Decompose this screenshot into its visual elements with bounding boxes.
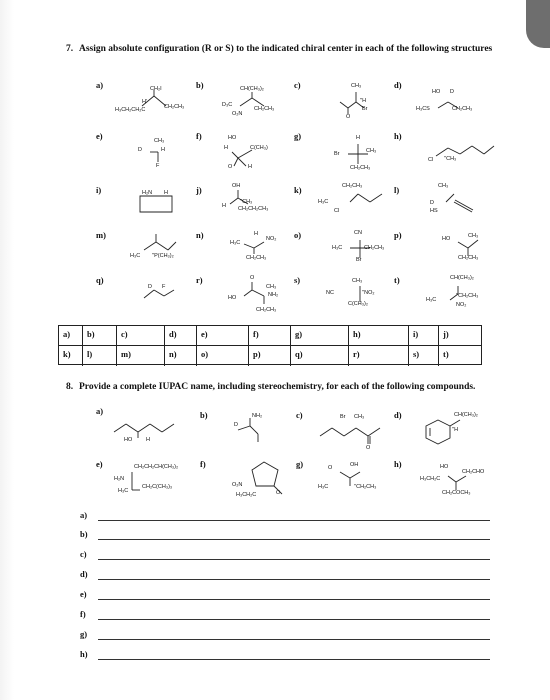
chem-label: C(CH₃)₂ — [348, 301, 368, 307]
structure-7e-bonds — [140, 142, 180, 172]
chem-label: CH₂CHO — [462, 469, 485, 475]
chem-label: C(CH₃) — [250, 145, 268, 151]
q8-label-h: h) — [394, 459, 402, 469]
chem-label: H — [224, 145, 228, 151]
q7-label-c: c) — [294, 80, 301, 90]
answer-rule — [98, 539, 490, 540]
chem-label: CH₃ — [438, 183, 449, 189]
q7-label-p: p) — [394, 230, 402, 240]
chem-label: O — [366, 445, 371, 451]
chem-label: Br — [362, 106, 368, 112]
chem-label: HO — [124, 437, 133, 443]
chem-label: CH₂I — [150, 86, 162, 92]
structure-8d-bonds — [420, 416, 470, 450]
chem-label: NO₂ — [266, 236, 277, 242]
answer-table — [58, 325, 482, 365]
q7-label-d: d) — [394, 80, 402, 90]
structure-7l-bonds — [438, 188, 478, 218]
chem-label: D — [430, 200, 434, 206]
chem-label: ''NO₂ — [362, 290, 375, 296]
q7-label-i: i) — [96, 185, 102, 195]
chem-label: H₃CH₂C — [420, 476, 441, 482]
q7-label-t: t) — [394, 275, 400, 285]
answer-line-label: f) — [80, 609, 86, 619]
q8-label-f: f) — [200, 459, 206, 469]
answer-cell-g[interactable]: g) — [291, 326, 349, 346]
structure-8b-bonds — [226, 416, 282, 448]
q7-label-h: h) — [394, 131, 402, 141]
chem-label: H₃C — [230, 240, 241, 246]
chem-label: OH — [232, 183, 241, 189]
answer-line-c[interactable] — [80, 549, 490, 561]
chem-label: D — [234, 422, 238, 428]
q7-label-a: a) — [96, 80, 104, 90]
answer-rule — [98, 599, 490, 600]
answer-cell-h[interactable]: h) — [349, 326, 409, 346]
chem-label: H₃CH₂C — [236, 492, 257, 498]
chem-label: H₂N — [114, 476, 125, 482]
structure-7c-bonds — [336, 88, 380, 120]
chem-label: CH₃ — [351, 83, 362, 89]
answer-line-label: a) — [80, 510, 88, 520]
answer-line-e[interactable] — [80, 589, 490, 601]
chem-label: ''CH₂CH₃ — [456, 293, 479, 299]
chem-label: H — [161, 147, 165, 153]
answer-line-label: e) — [80, 589, 87, 599]
answer-cell-t[interactable]: t) — [443, 349, 449, 359]
answer-line-label: h) — [80, 649, 88, 659]
chem-label: HO — [442, 236, 451, 242]
chem-label: NC — [326, 290, 334, 296]
chem-label: H₃C — [318, 199, 329, 205]
answer-line-d[interactable] — [80, 569, 490, 581]
chem-label: HO — [228, 295, 237, 301]
chem-label: O — [250, 275, 255, 281]
chem-label: CH(CH₃)₂ — [240, 86, 264, 92]
answer-rule — [98, 659, 490, 660]
chem-label: H' — [142, 99, 148, 105]
q7-label-k: k) — [294, 185, 302, 195]
chem-label: CH₃ — [352, 278, 363, 284]
answer-line-f[interactable] — [80, 609, 490, 621]
answer-cell-c[interactable]: c) — [117, 326, 165, 346]
answer-line-h[interactable] — [80, 649, 490, 661]
chem-label: H₂N — [142, 190, 153, 196]
chem-label: Br — [356, 257, 362, 263]
q7-label-o: o) — [294, 230, 302, 240]
answer-cell-i[interactable]: i) — [409, 326, 439, 346]
chem-label: CH₂CH₃ — [458, 255, 479, 261]
q7-label-q: q) — [96, 275, 104, 285]
chem-label: ''CH₂CH₃ — [354, 484, 377, 490]
structure-7i-bonds — [134, 190, 178, 220]
chem-label: CH₂CH₂CH(CH₃)₂ — [134, 464, 179, 470]
chem-label: H — [356, 135, 360, 141]
answer-rule — [98, 639, 490, 640]
chem-label: CH(CH₃)₂ — [450, 275, 474, 281]
answer-cell-l[interactable]: l) — [83, 346, 117, 366]
chem-label: ''H — [360, 98, 367, 104]
structure-7r-bonds — [238, 280, 286, 308]
q7-label-n: n) — [196, 230, 204, 240]
answer-cell-r[interactable]: r) — [349, 346, 409, 366]
chem-label: D₃C — [222, 102, 233, 108]
chem-label: CH₃ — [366, 148, 377, 154]
answer-cell-s[interactable]: s) — [409, 346, 439, 366]
chem-label: H — [248, 164, 252, 170]
chem-label: CH₂CH₃ — [342, 183, 363, 189]
chem-label: CH₂CH₃ — [364, 245, 385, 251]
chem-label: NH₂ — [252, 413, 263, 419]
chem-label: O — [276, 490, 281, 496]
q7-label-f: f) — [196, 131, 202, 141]
chem-label: Br — [334, 151, 340, 157]
chem-label: D — [138, 147, 142, 153]
chem-label: CH₂COCH₃ — [442, 490, 471, 496]
chem-label: OH — [350, 462, 359, 468]
structure-8c-bonds — [316, 418, 396, 448]
answer-cell-p[interactable]: p) — [249, 346, 291, 366]
chem-label: ''CH₃ — [240, 199, 253, 205]
question-7-number: 7. — [66, 44, 74, 54]
q7-label-m: m) — [96, 230, 106, 240]
chem-label: H₃CS — [416, 106, 430, 112]
chem-label: CH(CH₃)₂ — [454, 412, 478, 418]
q8-label-a: a) — [96, 406, 104, 416]
chem-label: F — [162, 284, 166, 290]
answer-line-b[interactable] — [80, 529, 490, 541]
answer-line-label: d) — [80, 569, 88, 579]
chem-label: CH₃ — [154, 138, 165, 144]
corner-handle — [526, 0, 550, 48]
chem-label: H — [254, 231, 258, 237]
chem-label: CH₃ — [266, 284, 277, 290]
answer-cell-j[interactable]: j) — [439, 326, 481, 346]
structure-7a-bonds — [110, 88, 190, 118]
chem-label: H₃C — [426, 297, 437, 303]
chem-label: CH₂C(CH₃)₃ — [142, 484, 173, 490]
chem-label: O₂N — [232, 482, 243, 488]
chem-label: Cl — [334, 208, 340, 214]
chem-label: ''CH₃ — [444, 156, 457, 162]
answer-line-a[interactable] — [80, 510, 490, 522]
answer-line-label: c) — [80, 549, 87, 559]
chem-label: H₃C — [332, 245, 343, 251]
answer-cell-k[interactable]: k) — [59, 346, 83, 366]
chem-label: H₃C — [118, 488, 129, 494]
question-8-number: 8. — [66, 382, 74, 392]
chem-label: NO₂ — [456, 302, 467, 308]
chem-label: CH₃ — [354, 414, 365, 420]
chem-label: O — [346, 114, 351, 120]
q8-label-g: g) — [296, 459, 304, 469]
q7-label-e: e) — [96, 131, 103, 141]
structure-7k-bonds — [334, 188, 390, 216]
chem-label: D — [450, 89, 454, 95]
chem-label: H — [146, 437, 150, 443]
q7-label-j: j) — [196, 185, 202, 195]
chem-label: O — [228, 164, 233, 170]
chem-label: HO — [440, 464, 449, 470]
answer-cell-f[interactable]: f) — [249, 326, 291, 346]
answer-cell-b[interactable]: b) — [83, 326, 117, 346]
chem-label: H — [164, 190, 168, 196]
chem-label: CH₂CH₃ — [254, 106, 275, 112]
chem-label: HO — [432, 89, 441, 95]
answer-cell-n[interactable]: n) — [165, 346, 197, 366]
answer-rule — [98, 559, 490, 560]
q7-label-b: b) — [196, 80, 204, 90]
structure-8a-bonds — [110, 414, 190, 442]
chem-label: HO — [228, 135, 237, 141]
chem-label: CH₂CH₂CH₃ — [238, 206, 269, 212]
chem-label: O — [328, 465, 333, 471]
chem-label: CH₂CH₃ — [164, 104, 185, 110]
answer-rule — [98, 579, 490, 580]
answer-rule — [98, 619, 490, 620]
chem-label: D — [148, 284, 152, 290]
answer-cell-a[interactable]: a) — [59, 326, 83, 346]
chem-label: ''H — [452, 427, 459, 433]
q7-label-s: s) — [294, 275, 301, 285]
chem-label: Cl — [428, 157, 434, 163]
question-7-text: Assign absolute configuration (R or S) to the indicated chiral center in each of the following structures — [79, 44, 493, 54]
chem-label: H₃C — [318, 484, 329, 490]
answer-line-g[interactable] — [80, 629, 490, 641]
question-8-text: Provide a complete IUPAC name, including stereochemistry, for each of the following compounds. — [79, 382, 476, 392]
chem-label: CH₃ — [468, 233, 479, 239]
answer-rule — [98, 520, 490, 521]
chem-label: HS — [430, 208, 438, 214]
q7-label-l: l) — [394, 185, 400, 195]
chem-label: H₃CH₂CH₂C — [115, 107, 146, 113]
chem-label: Br — [340, 414, 346, 420]
q8-label-d: d) — [394, 410, 402, 420]
chem-label: ''P(CH₃)₂ — [152, 253, 174, 259]
q8-label-b: b) — [200, 410, 208, 420]
answer-line-label: b) — [80, 529, 88, 539]
chem-label: NH₂ — [268, 292, 279, 298]
chem-label: CH₂CH₃ — [256, 307, 277, 313]
structure-7h-bonds — [428, 136, 500, 166]
answer-cell-e[interactable]: e) — [197, 326, 249, 346]
answer-line-label: g) — [80, 629, 88, 639]
q7-label-r: r) — [196, 275, 203, 285]
answer-cell-d[interactable]: d) — [165, 326, 197, 346]
answer-cell-q[interactable]: q) — [291, 346, 349, 366]
q7-label-g: g) — [294, 131, 302, 141]
chem-label: CH₂CH₃ — [246, 255, 267, 261]
chem-label: F — [156, 163, 160, 169]
chem-label: O₂N — [232, 111, 243, 117]
q8-label-e: e) — [96, 459, 103, 469]
answer-cell-m[interactable]: m) — [117, 346, 165, 366]
chem-label: CN — [354, 230, 362, 236]
chem-label: H — [222, 203, 226, 209]
answer-cell-o[interactable]: o) — [197, 346, 249, 366]
chem-label: H₃C — [130, 253, 141, 259]
chem-label: CH₂CH₃ — [350, 165, 371, 171]
chem-label: CH₂CH₃ — [452, 106, 473, 112]
q8-label-c: c) — [296, 410, 303, 420]
